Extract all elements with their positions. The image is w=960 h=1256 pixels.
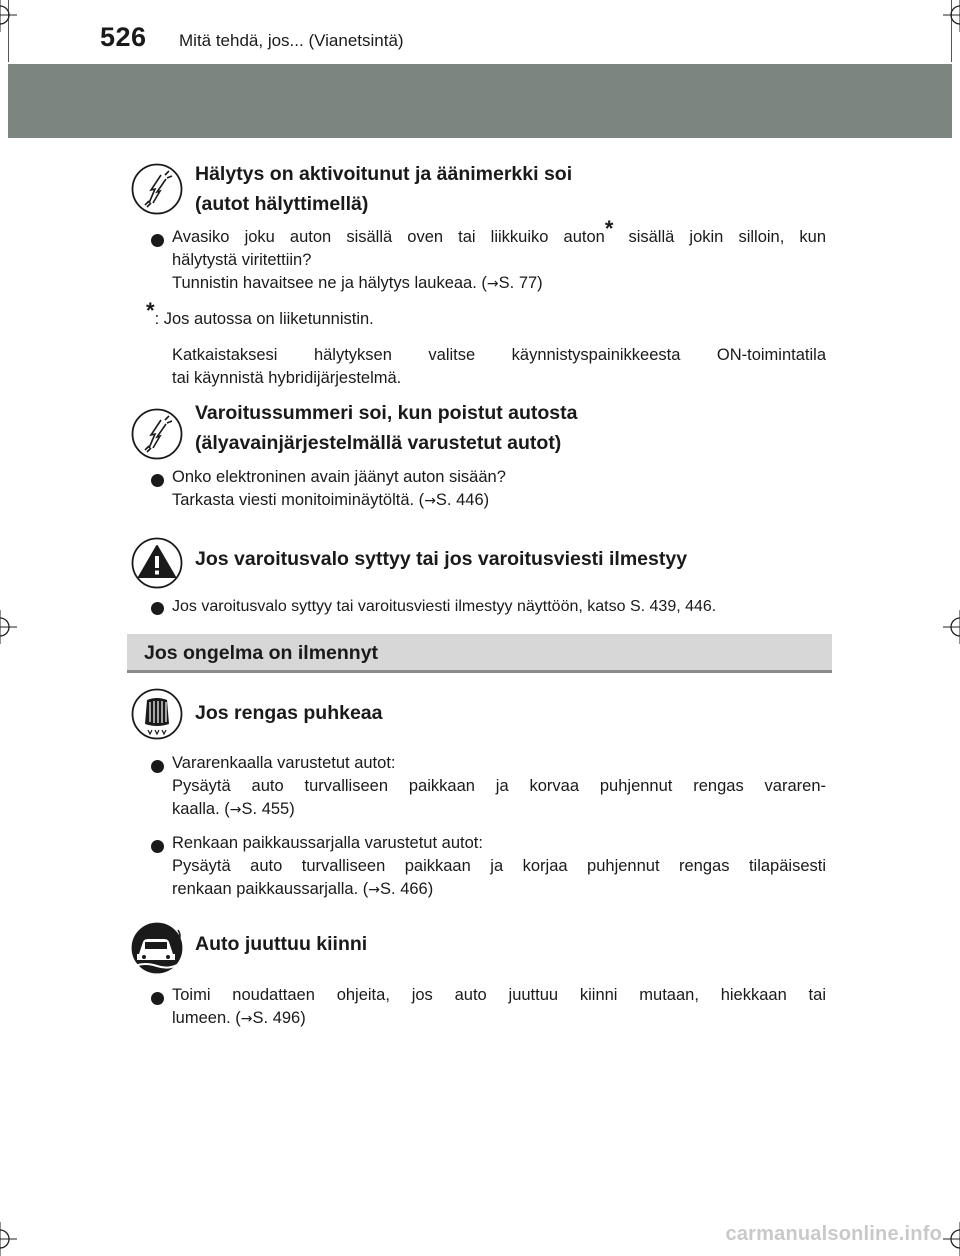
- crop-mark-icon: [943, 610, 960, 644]
- tire-bullet-1-text: Vararenkaalla varustetut autot: Pysäytä auto turvalliseen paikkaan ja korvaa puhjennut rengas vararen- kaalla. (→S. 455): [172, 754, 826, 818]
- alarm-sound-icon: [131, 408, 183, 460]
- alarm-section-title: Hälytys on aktivoitunut ja äänimerkki soi (autot hälyttimellä): [195, 163, 573, 215]
- alarm-bullet-text: Avasiko joku auton sisällä oven tai liikkuiko auton* sisällä jokin silloin, kun hälytystä viritettiin? Tunnistin havaitsee ne ja hälytys laukeaa. (→S. 77): [172, 216, 826, 292]
- flat-tire-icon: [131, 688, 183, 740]
- crop-mark-icon: [943, 1222, 960, 1256]
- subheading-title: Jos ongelma on ilmennyt: [144, 642, 379, 664]
- crop-mark-icon: [943, 0, 960, 32]
- bullet-dot: [151, 474, 164, 487]
- crop-mark-icon: [0, 0, 17, 32]
- alarm-sound-icon: [131, 163, 183, 215]
- buzzer-bullet-text: Onko elektroninen avain jäänyt auton sisään? Tarkasta viesti monitoiminäytöltä. (→S. 446): [172, 468, 506, 509]
- warning-bullet-text: Jos varoitusvalo syttyy tai varoitusviesti ilmestyy näyttöön, katso S. 439, 446.: [172, 598, 717, 615]
- alarm-note: Katkaistaksesi hälytyksen valitse käynnistyspainikkeesta ON-toimintatila tai käynnistä hybridijärjestelmä.: [172, 346, 826, 387]
- stuck-section-title: Auto juuttuu kiinni: [195, 933, 368, 955]
- tire-section-title: Jos rengas puhkeaa: [195, 702, 383, 724]
- bullet-dot: [151, 840, 164, 853]
- running-head: Mitä tehdä, jos... (Vianetsintä): [179, 31, 404, 50]
- alarm-footnote: *: Jos autossa on liiketunnistin.: [146, 298, 374, 328]
- bullet-dot: [151, 234, 164, 247]
- warning-triangle-icon: [131, 537, 183, 589]
- page-number: 526: [100, 22, 147, 52]
- bullet-dot: [151, 602, 164, 615]
- watermark: carmanualsonline.info: [725, 1223, 942, 1245]
- bullet-dot: [151, 992, 164, 1005]
- buzzer-section-title: Varoitussummeri soi, kun poistut autosta (älyavainjärjestelmällä varustetut autot): [195, 402, 578, 454]
- crop-mark-icon: [0, 610, 17, 644]
- crop-mark-icon: [0, 1222, 17, 1256]
- chapter-banner: [8, 64, 952, 138]
- bullet-dot: [151, 760, 164, 773]
- stuck-bullet-text: Toimi noudattaen ohjeita, jos auto juuttuu kiinni mutaan, hiekkaan tai lumeen. (→S. 496): [172, 986, 826, 1027]
- stuck-car-icon: [131, 922, 183, 974]
- tire-bullet-2-text: Renkaan paikkaussarjalla varustetut autot: Pysäytä auto turvalliseen paikkaan ja korjaa puhjennut rengas tilapäisesti renkaan paikkaussarjalla. (→S. 466): [172, 834, 826, 898]
- warning-section-title: Jos varoitusvalo syttyy tai jos varoitusviesti ilmestyy: [195, 548, 688, 570]
